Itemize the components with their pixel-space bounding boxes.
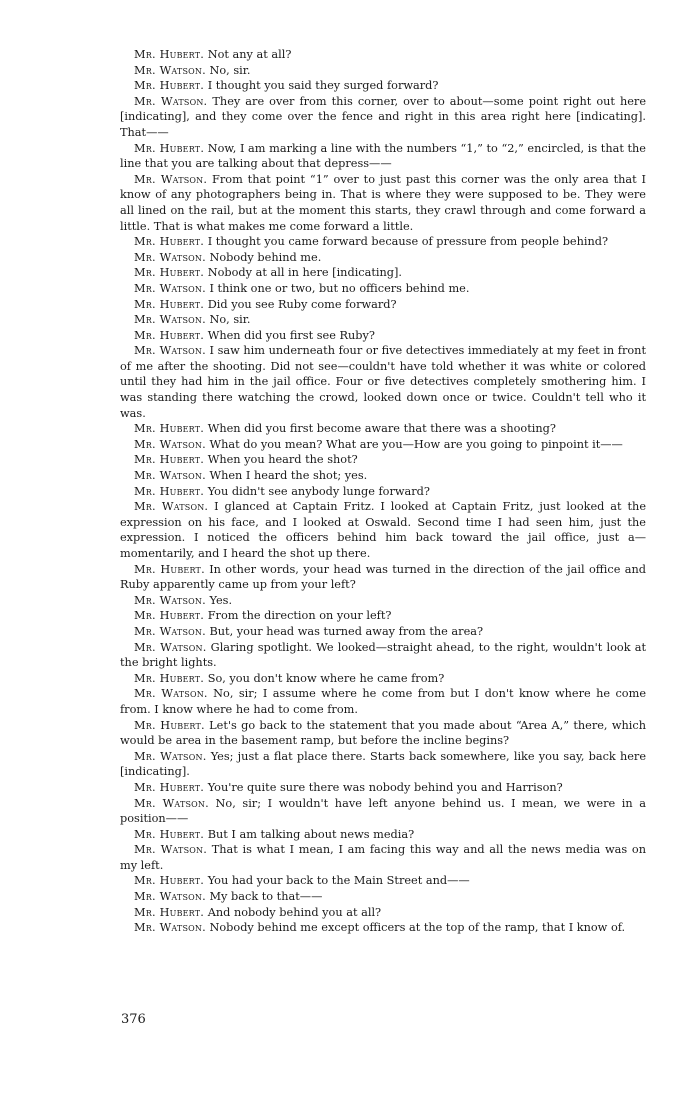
speech-text: No, sir; I assume where he come from but I don't know where he come from. I know where he had to come from. [120, 687, 647, 716]
speaker-name: Mr. Hubert. [134, 235, 205, 249]
speech-text: Nobody behind me. [209, 250, 322, 264]
speaker-name: Mr. Hubert. [134, 905, 205, 919]
speech-text: Not any at all? [207, 48, 292, 61]
transcript-paragraph [120, 905, 646, 921]
speaker-name: Mr. Hubert. [134, 874, 205, 888]
speaker-name: Mr. Watson. [134, 921, 206, 935]
speech-text: Glaring spotlight. We looked—straight ahead, to the right, wouldn't look at the bright lights. [120, 640, 646, 670]
transcript-paragraph [120, 562, 646, 593]
speaker-name: Mr. Watson. [134, 437, 206, 451]
speech-text: I glanced at Captain Fritz. I looked at Captain Fritz, just looked at the expression on his face, and I looked at Oswald. Second time I had seen him, just the expression. I noticed the officers behind him back toward the jail office, just a—momentarily, and I heard the shot up there. [120, 500, 647, 560]
speech-text: I thought you said they surged forward? [207, 79, 439, 93]
speech-text: When did you first become aware that there was a shooting? [207, 422, 556, 436]
transcript-paragraph [120, 94, 646, 141]
speech-text: I think one or two, but no officers behind me. [209, 281, 470, 295]
transcript-paragraph [120, 624, 646, 640]
transcript-paragraph [120, 234, 646, 250]
transcript-paragraph [120, 172, 646, 234]
transcript-paragraph [120, 281, 646, 297]
transcript-paragraph [120, 827, 646, 843]
transcript-paragraph [120, 749, 646, 780]
speech-text: Nobody at all in here [indicating]. [207, 266, 403, 280]
transcript-paragraph [120, 312, 646, 328]
transcript-paragraph [120, 265, 646, 281]
speech-text: In other words, your head was turned in the direction of the jail office and Ruby apparently came up from your left? [120, 562, 646, 592]
speaker-name: Mr. Watson. [134, 796, 209, 810]
speech-text: Did you see Ruby come forward? [207, 297, 397, 311]
speech-text: When I heard the shot; yes. [209, 469, 368, 483]
transcript-paragraph [120, 78, 646, 94]
speaker-name: Mr. Hubert. [134, 422, 205, 436]
transcript-paragraph [120, 796, 646, 827]
speech-text: That is what I mean, I am facing this way and all the news media was on my left. [120, 843, 647, 872]
speech-text: When you heard the shot? [207, 453, 358, 467]
speaker-name: Mr. Watson. [134, 843, 208, 857]
speech-text: My back to that—— [209, 890, 323, 904]
speaker-name: Mr. Hubert. [134, 718, 205, 732]
speaker-name: Mr. Watson. [134, 63, 206, 77]
speech-text: No, sir. [209, 313, 251, 327]
transcript-paragraph [120, 250, 646, 266]
transcript-paragraph [120, 297, 646, 313]
transcript-paragraph [120, 842, 646, 873]
speaker-name: Mr. Hubert. [134, 266, 205, 280]
transcript-paragraph [120, 343, 646, 421]
transcript-paragraph [120, 421, 646, 437]
speaker-name: Mr. Watson. [134, 250, 206, 264]
transcript-paragraph [120, 920, 646, 936]
speaker-name: Mr. Watson. [134, 687, 208, 701]
transcript-paragraph [120, 141, 646, 172]
transcript-paragraph [120, 608, 646, 624]
speaker-name: Mr. Hubert. [134, 453, 205, 467]
speaker-name: Mr. Hubert. [134, 48, 205, 61]
transcript-paragraph [120, 47, 646, 63]
transcript-paragraph [120, 468, 646, 484]
speech-text: But, your head was turned away from the area? [209, 624, 484, 638]
speaker-name: Mr. Hubert. [134, 827, 205, 841]
speaker-name: Mr. Watson. [134, 344, 206, 358]
speaker-name: Mr. Watson. [134, 94, 208, 108]
speech-text: Now, I am marking a line with the numbers “1,” to “2,” encircled, is that the line that you are talking about that depress—— [120, 141, 646, 171]
speech-text: But I am talking about news media? [207, 827, 415, 841]
transcript-paragraph [120, 63, 646, 79]
speech-text: What do you mean? What are you—How are you going to pinpoint it—— [209, 437, 623, 451]
transcript-paragraph [120, 889, 646, 905]
speaker-name: Mr. Watson. [134, 313, 206, 327]
speaker-name: Mr. Watson. [134, 640, 207, 654]
transcript-paragraph [120, 780, 646, 796]
speech-text: You had your back to the Main Street and—— [207, 874, 470, 888]
speech-text: I saw him underneath four or five detectives immediately at my feet in front of me after the shooting. Did not see—couldn't have told whether it was white or colored until they had him in the jail office. Four or five detectives completely smothering him. I was standing there watching the crowd, looked down once or twice. Couldn't tell who it was. [120, 344, 646, 420]
speech-text: When did you first see Ruby? [207, 328, 375, 342]
speech-text: Let's go back to the statement that you made about “Area A,” there, which would be area in the basement ramp, but before the incline begins? [120, 718, 646, 748]
speaker-name: Mr. Watson. [134, 624, 206, 638]
speech-text: Yes. [209, 593, 233, 607]
speaker-name: Mr. Watson. [134, 500, 209, 514]
speaker-name: Mr. Watson. [134, 172, 208, 186]
speech-text: You're quite sure there was nobody behind you and Harrison? [207, 780, 563, 794]
speech-text: I thought you came forward because of pressure from people behind? [207, 235, 609, 249]
speech-text: And nobody behind you at all? [207, 905, 382, 919]
transcript-paragraph [120, 593, 646, 609]
transcript-paragraph [120, 452, 646, 468]
transcript-paragraph [120, 328, 646, 344]
speaker-name: Mr. Watson. [134, 890, 206, 904]
speaker-name: Mr. Hubert. [134, 79, 205, 93]
speaker-name: Mr. Hubert. [134, 297, 205, 311]
speaker-name: Mr. Hubert. [134, 328, 205, 342]
speech-text: You didn't see anybody lunge forward? [207, 484, 430, 498]
speech-text: Nobody behind me except officers at the top of the ramp, that I know of. [209, 921, 626, 935]
transcript-paragraph [120, 873, 646, 889]
speech-text: From the direction on your left? [207, 609, 392, 623]
speech-text: They are over from this corner, over to about—some point right out here [indicating], and they come over the fence and right in this area right here [indicating]. That—— [120, 94, 647, 139]
speaker-name: Mr. Watson. [134, 281, 206, 295]
speaker-name: Mr. Watson. [134, 593, 206, 607]
speaker-name: Mr. Watson. [134, 469, 206, 483]
transcript-paragraph [120, 640, 646, 671]
transcript-paragraph [120, 671, 646, 687]
transcript-paragraph [120, 484, 646, 500]
speech-text: Yes; just a flat place there. Starts back somewhere, like you say, back here [indicating]. [120, 749, 647, 779]
speech-text: No, sir; I wouldn't have left anyone behind us. I mean, we were in a position—— [120, 796, 646, 826]
speaker-name: Mr. Hubert. [134, 671, 205, 685]
transcript-body [120, 47, 646, 936]
transcript-paragraph [120, 686, 646, 717]
page-number: 376 [121, 1012, 146, 1027]
speaker-name: Mr. Watson. [134, 749, 207, 763]
transcript-paragraph [120, 499, 646, 561]
speaker-name: Mr. Hubert. [134, 780, 205, 794]
speech-text: From that point “1” over to just past this corner was the only area that I know of any photographers being in. That is where they were supposed to be. They were all lined on the rail, but at the moment this starts, they crawl through and come forward a little. That is what makes me come forward a little. [120, 172, 647, 233]
speech-text: No, sir. [209, 63, 251, 77]
speaker-name: Mr. Hubert. [134, 609, 205, 623]
transcript-paragraph [120, 718, 646, 749]
speaker-name: Mr. Hubert. [134, 141, 205, 155]
speaker-name: Mr. Hubert. [134, 562, 205, 576]
speaker-name: Mr. Hubert. [134, 484, 205, 498]
transcript-paragraph [120, 437, 646, 453]
speech-text: So, you don't know where he came from? [207, 671, 445, 685]
